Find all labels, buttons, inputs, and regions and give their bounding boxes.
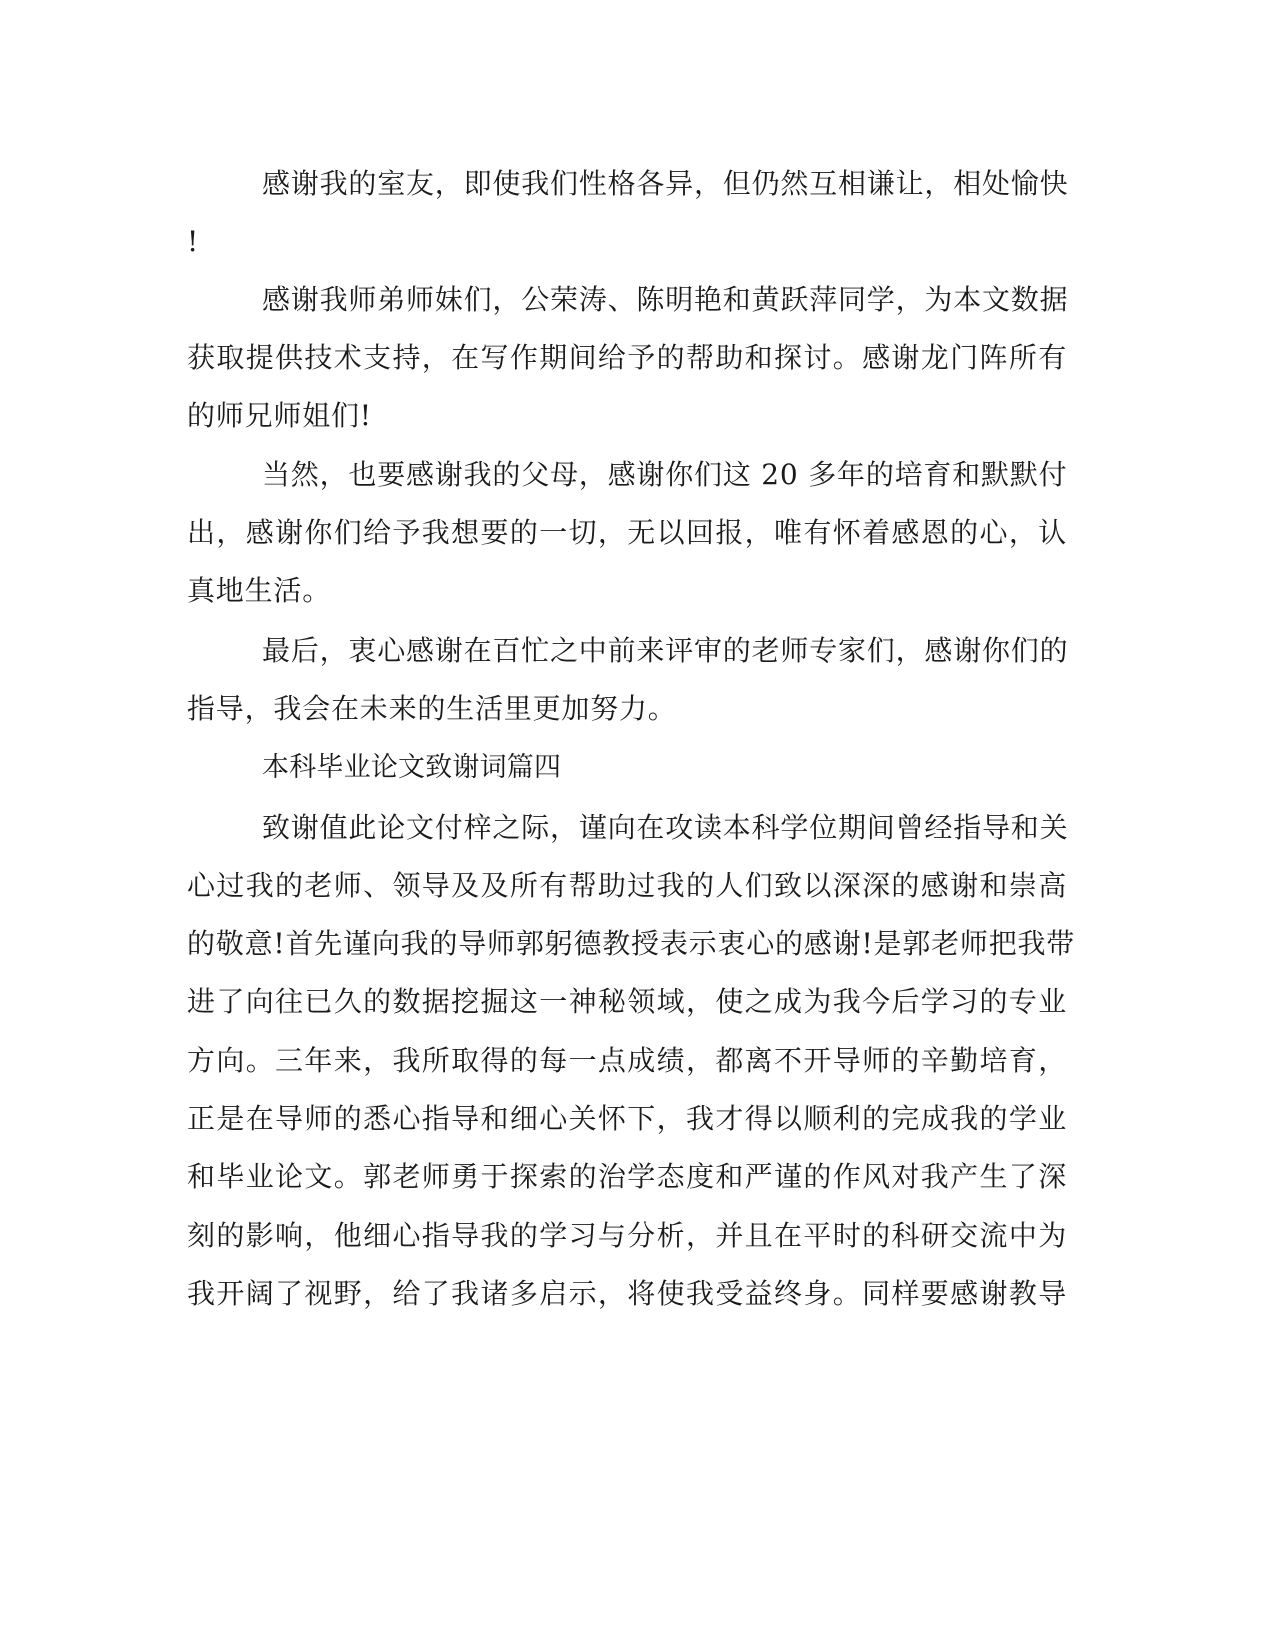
paragraph-advisor-line-7: 和毕业论文。郭老师勇于探索的治学态度和严谨的作风对我产生了深 bbox=[187, 1160, 1067, 1193]
paragraph-reviewers-line-2: 指导，我会在未来的生活里更加努力。 bbox=[187, 692, 677, 725]
paragraph-parents-line-3: 真地生活。 bbox=[187, 574, 332, 607]
paragraph-advisor-line-5: 方向。三年来，我所取得的每一点成绩，都离不开导师的辛勤培育， bbox=[187, 1044, 1067, 1077]
paragraph-advisor-line-3: 的敬意!首先谨向我的导师郭躬德教授表示衷心的感谢!是郭老师把我带 bbox=[187, 927, 1076, 960]
paragraph-parents-line-1: 当然，也要感谢我的父母，感谢你们这 20 多年的培育和默默付 bbox=[262, 458, 1068, 491]
paragraph-reviewers-line-1: 最后，衷心感谢在百忙之中前来评审的老师专家们，感谢你们的 bbox=[262, 634, 1069, 667]
paragraph-advisor-line-6: 正是在导师的悉心指导和细心关怀下，我才得以顺利的完成我的学业 bbox=[187, 1102, 1067, 1135]
paragraph-parents-line-2: 出，感谢你们给予我想要的一切，无以回报，唯有怀着感恩的心，认 bbox=[187, 516, 1067, 549]
paragraph-advisor-line-9: 我开阔了视野，给了我诸多启示，将使我受益终身。同样要感谢教导 bbox=[187, 1277, 1067, 1310]
paragraph-roommates-line-2: ! bbox=[187, 225, 200, 258]
paragraph-advisor-line-4: 进了向往已久的数据挖掘这一神秘领域，使之成为我今后学习的专业 bbox=[187, 985, 1067, 1018]
paragraph-juniors-line-1: 感谢我师弟师妹们，公荣涛、陈明艳和黄跃萍同学，为本文数据 bbox=[262, 283, 1069, 316]
paragraph-advisor-line-8: 刻的影响，他细心指导我的学习与分析，并且在平时的科研交流中为 bbox=[187, 1219, 1067, 1252]
paragraph-juniors-line-3: 的师兄师姐们! bbox=[187, 399, 372, 432]
paragraph-juniors-line-2: 获取提供技术支持，在写作期间给予的帮助和探讨。感谢龙门阵所有 bbox=[187, 341, 1067, 374]
paragraph-roommates-line-1: 感谢我的室友，即使我们性格各异，但仍然互相谦让，相处愉快 bbox=[262, 167, 1069, 200]
section-heading: 本科毕业论文致谢词篇四 bbox=[262, 752, 562, 783]
paragraph-advisor-line-2: 心过我的老师、领导及及所有帮助过我的人们致以深深的感谢和崇高 bbox=[187, 869, 1067, 902]
paragraph-advisor-line-1: 致谢值此论文付梓之际，谨向在攻读本科学位期间曾经指导和关 bbox=[262, 811, 1069, 844]
